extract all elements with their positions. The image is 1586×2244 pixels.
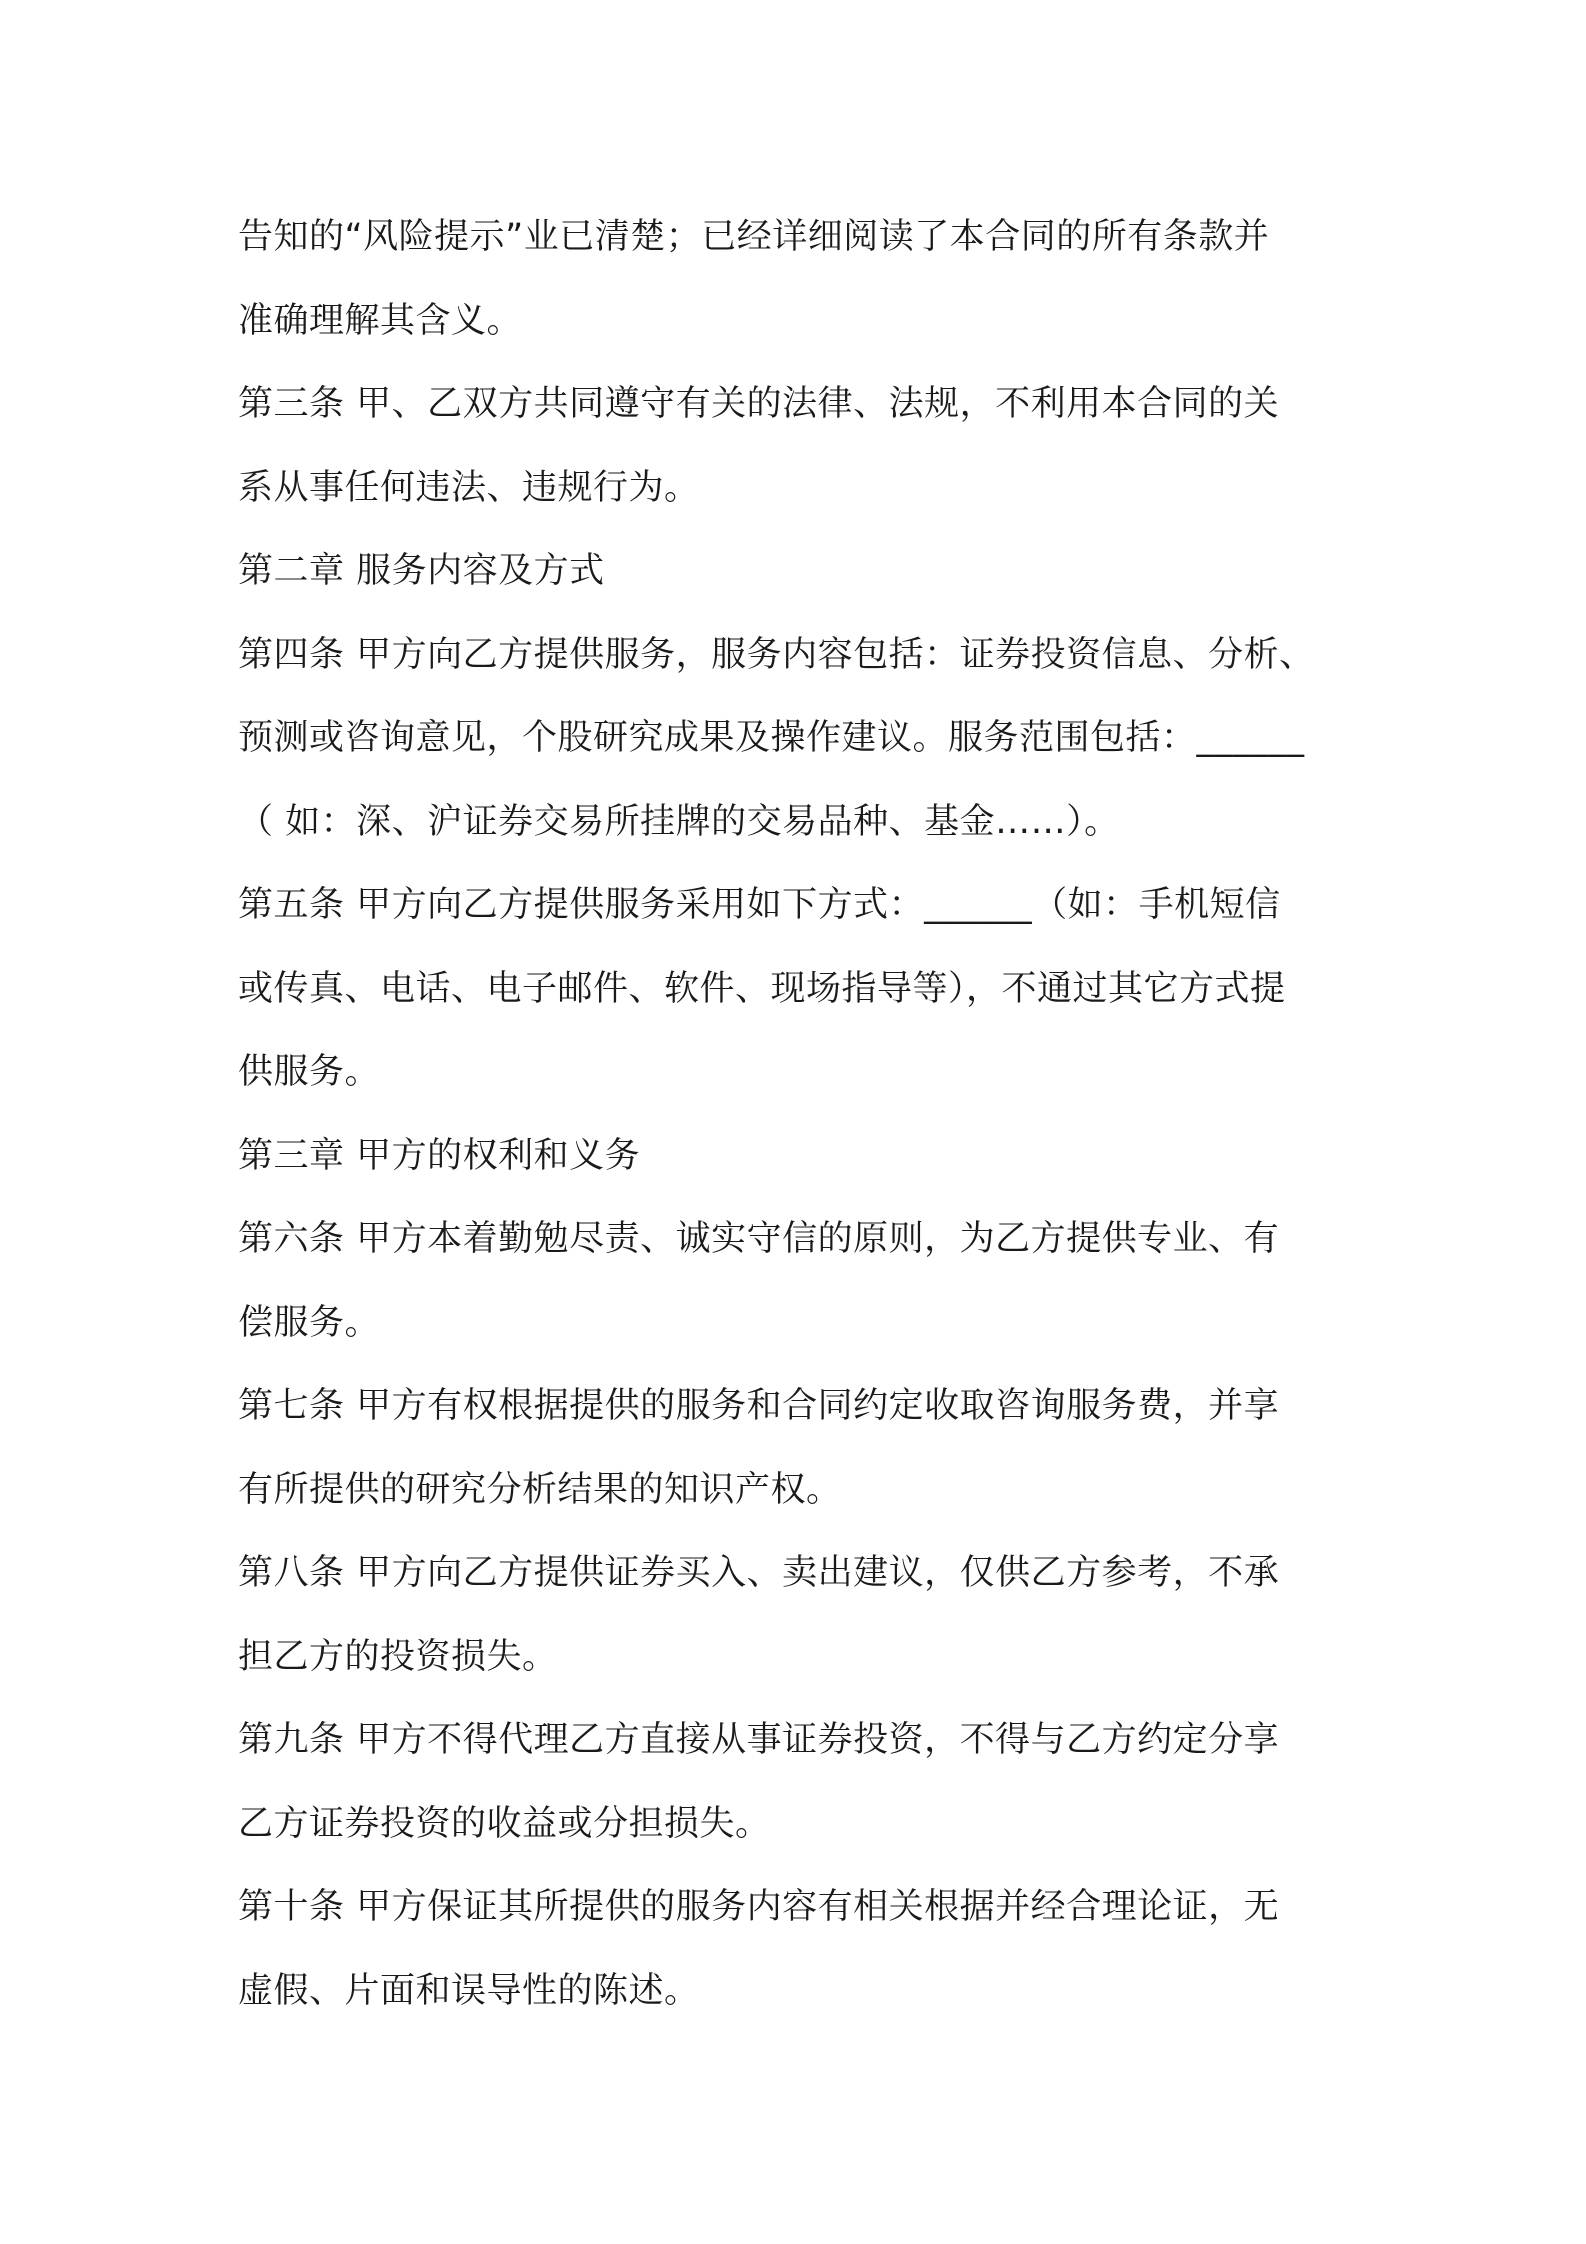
text-line: 第八条 甲方向乙方提供证券买入、卖出建议，仅供乙方参考，不承 (238, 1553, 1280, 1593)
text-line: 乙方证券投资的收益或分担损失。 (238, 1803, 771, 1844)
text-line: 告知的“风险提示”业已清楚；已经详细阅读了本合同的所有条款并 (238, 217, 1270, 257)
text-line: 系从事任何违法、违规行为。 (238, 467, 700, 508)
text-line: 第五条 甲方向乙方提供服务采用如下方式：______（如：手机短信 (238, 885, 1281, 925)
article-4 (238, 614, 1378, 865)
text-line: 供服务。 (238, 1052, 381, 1092)
text-line: 第三章 甲方的权利和义务 (238, 1135, 641, 1176)
text-line: 虚假、片面和误导性的陈述。 (238, 1970, 700, 2011)
text-line: 第七条 甲方有权根据提供的服务和合同约定收取咨询服务费，并享 (238, 1386, 1280, 1426)
text-line: 第六条 甲方本着勤勉尽责、诚实守信的原则，为乙方提供专业、有 (238, 1219, 1280, 1259)
text-line: （ 如：深、沪证券交易所挂牌的交易品种、基金……）。 (238, 801, 1120, 842)
text-line: 准确理解其含义。 (238, 300, 523, 341)
text-line: 第十条 甲方保证其所提供的服务内容有相关根据并经合理论证，无 (238, 1887, 1280, 1927)
article-9 (238, 1699, 1378, 1866)
text-line: 预测或咨询意见，个股研究成果及操作建议。服务范围包括：______ (238, 718, 1305, 758)
text-line: 第三条 甲、乙双方共同遵守有关的法律、法规，不利用本合同的关 (238, 384, 1280, 424)
chapter-2-heading (238, 530, 1378, 614)
article-10 (238, 1866, 1378, 2033)
paragraph-risk-acknowledgement (238, 196, 1378, 363)
text-line: 偿服务。 (238, 1302, 381, 1343)
text-line: 第九条 甲方不得代理乙方直接从事证券投资，不得与乙方约定分享 (238, 1720, 1280, 1760)
document-body (238, 196, 1378, 2033)
article-3 (238, 363, 1378, 530)
text-line: 或传真、电话、电子邮件、软件、现场指导等），不通过其它方式提 (238, 968, 1286, 1009)
article-7 (238, 1365, 1378, 1532)
article-8 (238, 1532, 1378, 1699)
text-line: 担乙方的投资损失。 (238, 1636, 558, 1677)
article-6 (238, 1198, 1378, 1365)
text-line: 有所提供的研究分析结果的知识产权。 (238, 1469, 842, 1510)
article-5 (238, 864, 1378, 1115)
text-line: 第四条 甲方向乙方提供服务，服务内容包括：证券投资信息、分析、 (238, 634, 1315, 675)
chapter-3-heading (238, 1115, 1378, 1199)
text-line: 第二章 服务内容及方式 (238, 551, 605, 591)
